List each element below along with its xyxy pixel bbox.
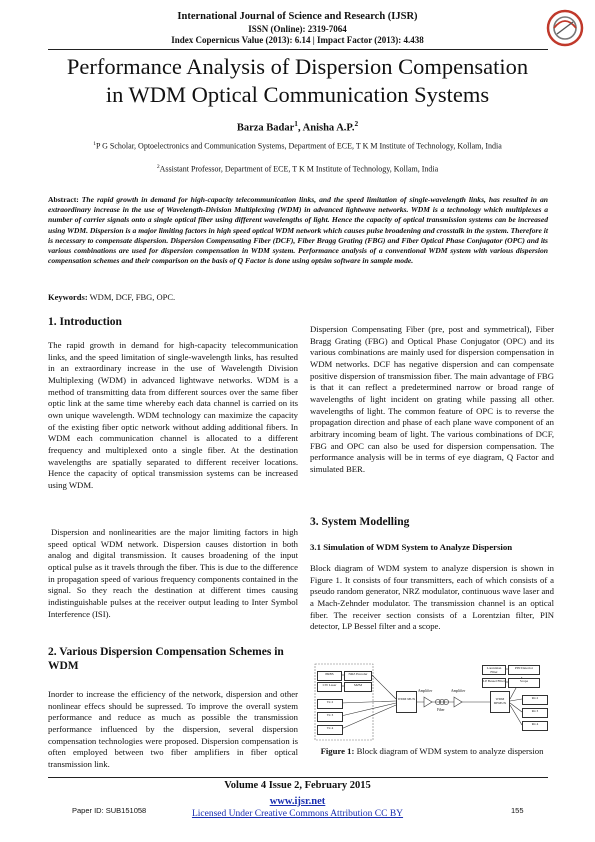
lorentzian-filter-block: Lorentzian Filter [482, 665, 506, 675]
connector-line [341, 701, 396, 703]
connector-line [510, 705, 522, 725]
footer-paper-id: Paper ID: SUB151058 [72, 806, 147, 815]
header-rule [48, 49, 548, 50]
author-separator: , [297, 122, 303, 134]
figure-caption-text: Block diagram of WDM system to analyze dispersion [356, 746, 544, 756]
footer-page-number: 155 [511, 806, 524, 815]
figure-1-caption [318, 746, 546, 757]
rx2-block: Rx 2 [522, 695, 548, 705]
journal-index: Index Copernicus Value (2013): 6.14 | Impact Factor (2013): 4.438 [171, 35, 424, 45]
paragraph-text: Dispersion Compensating Fiber (pre, post and symmetrical), Fiber Bragg Grating (FBG) and Optical Phase Conjugator (OPC) and its various combinations are mainly used for dispersion compensation in WDM networks. DCF has negative dispersion and can compensate positive dispersion of transmission fiber. The main advantage of FBG is that it can reflect a predetermined narrow or broad range of wavelengths of light incident on grating while passing all other. wavelengths of light. The common feature of OPC is to reverse the propagation direction and phase of each plane wave component of an arbitrary incoming beam of light. The various combinations of DCF, FBG and OPC can also be used for dispersion compensation. The performance analysis will be in terms of eye diagram, Q Factor and simulated BER. [310, 324, 554, 474]
prbs-block: PRBS [317, 671, 342, 681]
schemes-paragraph-1 [48, 689, 298, 771]
journal-issn: ISSN (Online): 2319-7064 [248, 24, 347, 34]
author-name: Anisha A.P. [302, 122, 355, 134]
tx4-block: Tx 4 [317, 725, 343, 735]
affiliation-text: Assistant Professor, Department of ECE, T K M Institute of Technology, Kollam, India [159, 164, 439, 174]
affiliation-text: P G Scholar, Optoelectronics and Communication Systems, Department of ECE, T K M Institute of Technology, Kollam, India [96, 141, 502, 151]
paragraph-text: Block diagram of WDM system to analyze dispersion is shown in Figure 1. It consists of four transmitters, each of which consists of a pseudo random generator, NRZ modulator, continuous wave laser and a Mach-Zehnder modulator. The transmission channel is an optical fiber. The receiver section consists of a Lorentzian filter, PIN detector, LP Bessel filter and a scope. [310, 563, 554, 632]
schemes-paragraph-2 [310, 324, 554, 476]
figure-label: Figure 1: [320, 746, 355, 756]
title-line-1: Performance Analysis of Dispersion Compensation [66, 54, 529, 79]
intro-paragraph-1 [48, 340, 298, 492]
amplifier-triangle-1 [424, 697, 432, 707]
amplifier-label: Amplifier [418, 689, 433, 693]
wdm-mux-block: WDM MUX [396, 691, 417, 713]
footer-volume: Volume 4 Issue 2, February 2015 [224, 780, 371, 791]
tx3-block: Tx 3 [317, 712, 343, 722]
subsection-heading-simulation: 3.1 Simulation of WDM System to Analyze Dispersion [310, 542, 513, 552]
paragraph-text: Dispersion and nonlinearities are the major limiting factors in high speed optical WDM network. Dispersion causes distortion in both analog and digital transmission. It causes broadening of the input optical pulse as it travels through the fiber. This is due to the difference in propagation speed of various frequency components contained in the signal. So they reach the destination at different times causing indistinguishable pulses at the receiver output leading to Inter Symbol Interference (ISI). [48, 527, 298, 619]
section-heading-compensation-schemes: 2. Various Dispersion Compensation Schemes in WDM [48, 646, 284, 672]
section-heading-system-modelling: 3. System Modelling [310, 516, 410, 528]
mzm-block: MZM [344, 682, 372, 692]
paper-title [40, 53, 555, 109]
connector-line [372, 675, 396, 699]
rx3-block: Rx 3 [522, 708, 548, 718]
intro-paragraph-2 [48, 527, 298, 620]
affiliation-1 [40, 141, 555, 151]
nrz-encoder-block: NRZ Encoder [344, 671, 372, 681]
amplifier-label: Amplifier [451, 689, 466, 693]
pin-detector-block: PIN Detector [508, 665, 540, 675]
keywords [48, 292, 548, 302]
lp-bessel-filter-block: LP Bessel Filter [482, 678, 506, 688]
author-affiliation-mark: 1 [294, 119, 298, 128]
author-name: Barza Badar [236, 122, 295, 134]
fiber-label: Fiber [437, 708, 445, 712]
cw-laser-block: CW Laser [317, 682, 342, 692]
keywords-text: WDM, DCF, FBG, OPC. [89, 292, 176, 302]
paragraph-text: Inorder to increase the efficiency of the network, dispersion and other nonlinear effecs should be supressed. To improve the overall system performance and reduce as much as possible the transmission performance influenced by the dispersion, several dispersion compensation technologies were proposed. Dispersion compensation is often employed between two fiber amplifiers in fiber optical transmission link. [48, 689, 298, 769]
figure-1-block-diagram [314, 663, 550, 741]
title-line-2: in WDM Optical Communication Systems [105, 82, 490, 107]
affiliation-2 [40, 164, 555, 174]
simulation-paragraph [310, 563, 554, 633]
connector-line [341, 703, 396, 716]
footer-rule [48, 777, 548, 778]
abstract-text: The rapid growth in demand for high-capacity telecommunication links, and the speed limitation of single-wavelength links, has resulted in an extraordinary increase in the use of Wavelength-Division Multiplexing (WDM) in advanced lightwave networks. WDM is a technology which multiplexes a number of carrier signals onto a single optical fiber using different wavelengths of light. Hence the capacity of optical transmission systems can be increased using WDM. Dispersion is a major limiting factors in high speed optical WDM network which causes pulse broadening and crosstalk in the system. Therefore it is necessary to compensate dispersion. Dispersion Compensating Fiber (DCF), Fiber Bragg Grating (FBG) and Fiber Optical Phase Conjugator (OPC) and its various combinations are used for dispersion compensation in WDM system. Performance analysis of a conventional WDM system with various dispersion compensation schemes and their comparison on the basis of Q Factor is done using optsim software in sample mode. [48, 195, 548, 266]
paragraph-text: The rapid growth in demand for high-capacity telecommunication links, and the speed limitation of single-wavelength links, has resulted in an extraordinary increase in the use of Wavelength Division Multiplexing (WDM) in advanced lightwave networks. WDM is a method of transmitting data from different sources over the same fiber optic link at the same time whereby each data channel is carried on its own unique wavelength. WDM technology can maximize the capacity of the existing fiber optic network without adding additional fibers. In WDM each communication channel is allocated to a different frequency and multiplexed onto a single fiber. At the destination wavelengths are spatially separated to different receiver locations. Hence the capacity of optical transmission systems can be increased using WDM. [48, 340, 298, 490]
section-heading-introduction: 1. Introduction [48, 316, 122, 328]
amplifier-triangle-2 [454, 697, 462, 707]
author-list [40, 119, 555, 134]
footer-journal-link[interactable]: www.ijsr.net [269, 796, 326, 807]
keywords-label: Keywords: [48, 292, 88, 302]
footer-license-link[interactable]: Licensed Under Creative Commons Attribution CC BY [191, 809, 404, 819]
wdm-demux-block: WDM DEMUX [490, 691, 510, 713]
connector-line [341, 705, 396, 729]
tx2-block: Tx 2 [317, 699, 343, 709]
affiliation-mark: 1 [93, 141, 96, 147]
scope-block: Scope [508, 678, 540, 688]
affiliation-mark: 2 [156, 164, 160, 170]
connector-line [510, 699, 522, 701]
abstract-label: Abstract: [48, 195, 79, 204]
rx4-block: Rx 4 [522, 721, 548, 731]
journal-logo-icon [545, 8, 585, 48]
abstract [48, 195, 548, 266]
journal-name: International Journal of Science and Research (IJSR) [177, 11, 418, 22]
author-affiliation-mark: 2 [354, 119, 359, 128]
